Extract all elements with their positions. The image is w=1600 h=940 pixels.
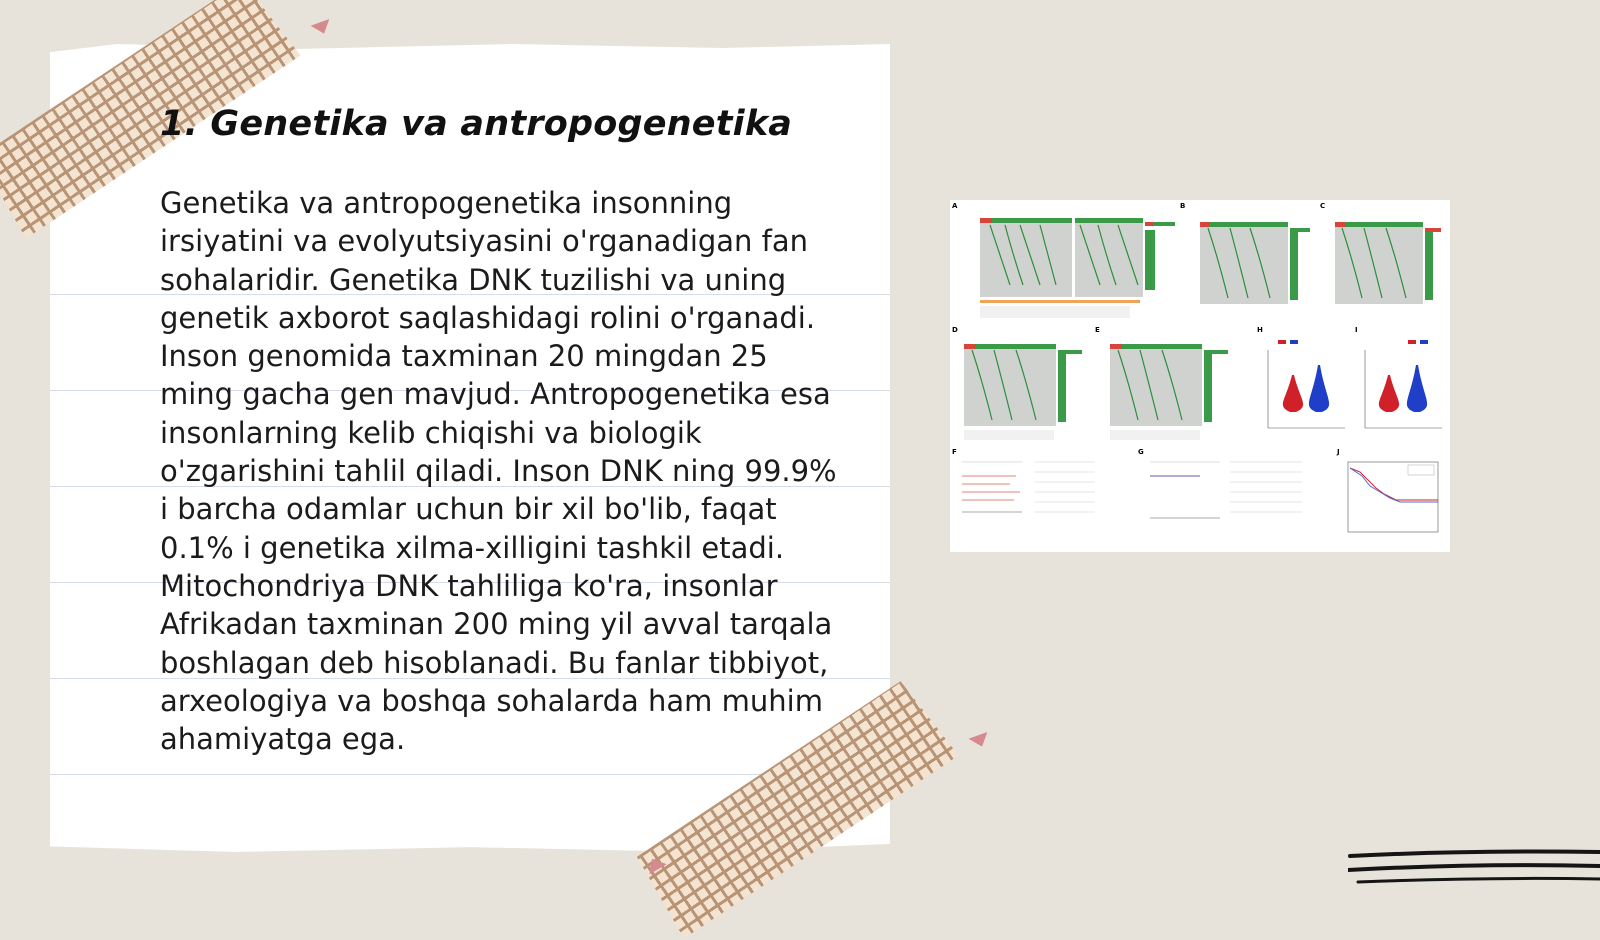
panel-label: A (952, 202, 958, 210)
research-figure (950, 200, 1450, 552)
survival-curve-j (1348, 462, 1438, 532)
panel-label: D (952, 326, 958, 334)
waterfall-plot-e (1110, 344, 1228, 440)
tape-tip-decoration (969, 732, 992, 750)
figure-panels (950, 200, 1450, 552)
panel-label: I (1355, 326, 1358, 334)
panel-label: J (1337, 448, 1340, 456)
panel-label: G (1138, 448, 1144, 456)
panel-label: E (1095, 326, 1100, 334)
violin-plot-i (1365, 340, 1442, 428)
forest-plot-g (1150, 462, 1302, 518)
waterfall-plot-c (1335, 222, 1441, 304)
panel-label: F (952, 448, 957, 456)
tape-tip-decoration (311, 19, 334, 37)
panel-label: C (1320, 202, 1326, 210)
waterfall-plot-d (964, 344, 1082, 440)
waterfall-plot-a (980, 218, 1175, 318)
panel-label: H (1257, 326, 1263, 334)
slide-body-text: Genetika va antropogenetika insonning irsiyatini va evolyutsiyasini o'rganadigan fan sohalaridir. Genetika DNK tuzilishi va uning genetik axborot saqlashidagi rolini o'rganadi. Inson genomida taxminan 20 mingdan 25 ming gacha gen mavjud. Antropogenetika esa insonlarning kelib chiqishi va biologik o'zgarishini tahlil qiladi. Inson DNK ning 99.9% i barcha odamlar uchun bir xil bo'lib, faqat 0.1% i genetika xilma-xilligini tashkil etadi. Mitochondriya DNK tahliliga ko'ra, insonlar Afrikadan taxminan 200 ming yil avval tarqala boshlagan deb hisoblanadi. Bu fanlar tibbiyot, arxeologiya va boshqa sohalarda ham muhim ahamiyatga ega. (160, 186, 837, 757)
panel-label: B (1180, 202, 1186, 210)
brush-stroke-lines (1348, 848, 1600, 888)
violin-plot-h (1268, 340, 1345, 428)
slide-title: 1. Genetika va antropogenetika (160, 104, 793, 144)
waterfall-plot-b (1200, 222, 1310, 304)
forest-plot-f (962, 462, 1095, 512)
